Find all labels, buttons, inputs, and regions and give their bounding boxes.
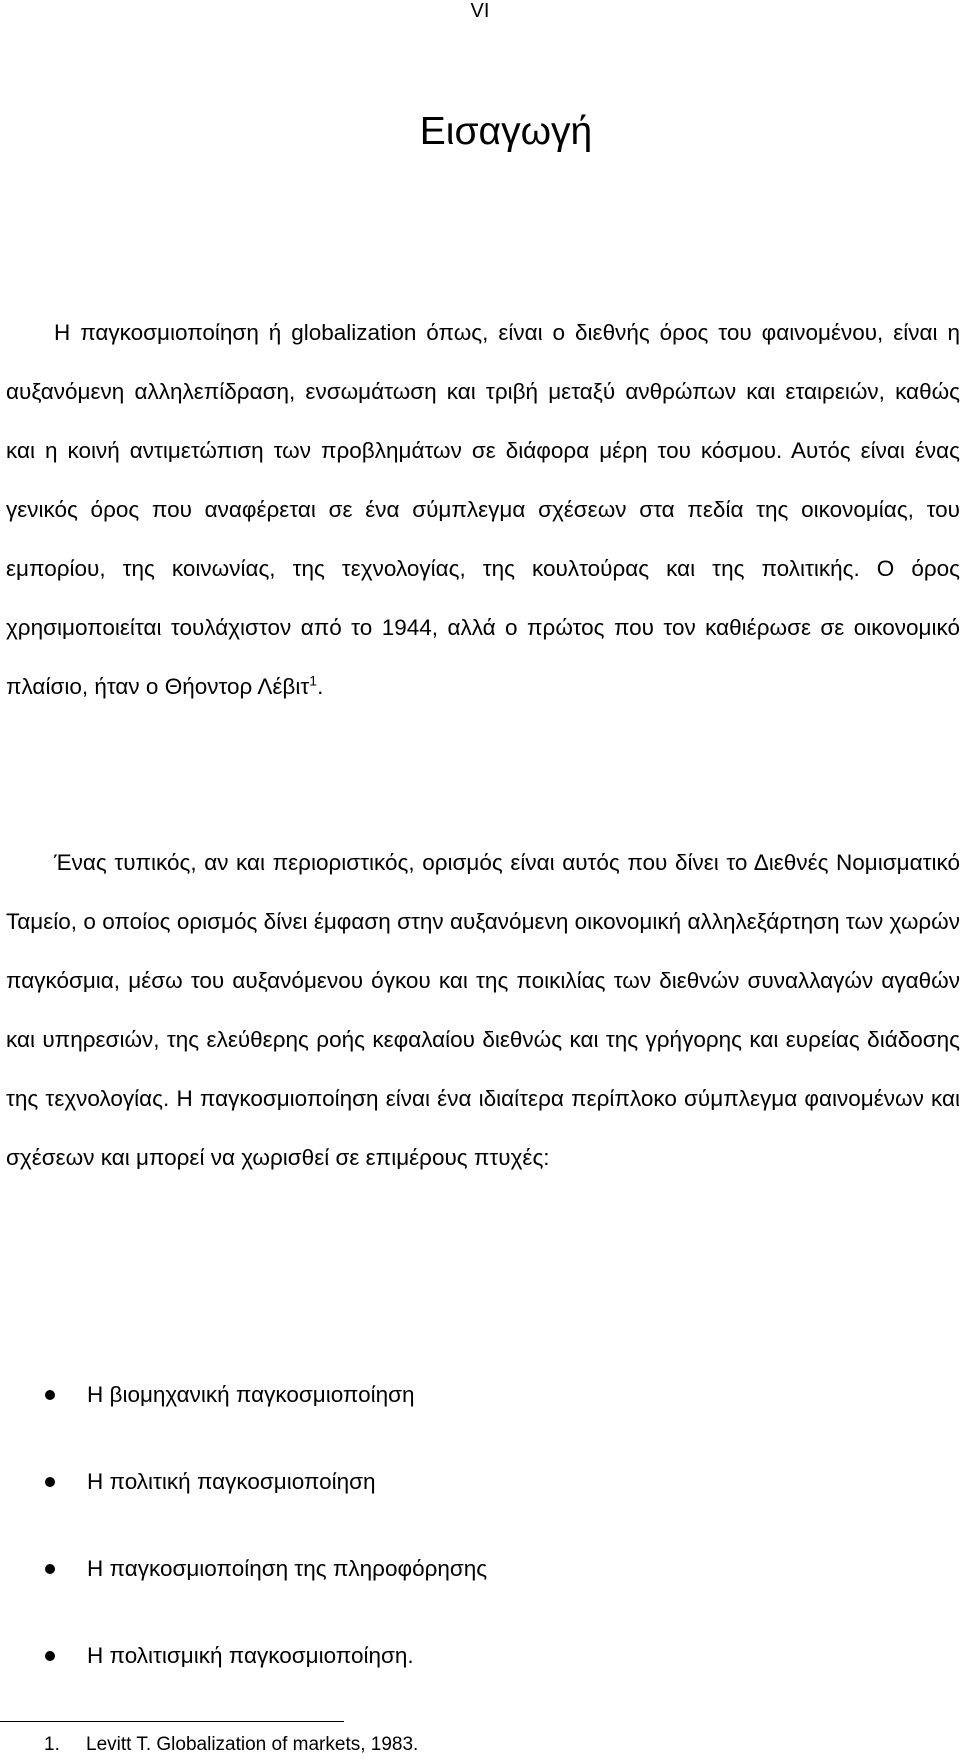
list-item bbox=[0, 1370, 487, 1457]
aspects-list bbox=[0, 1370, 487, 1718]
page-title: Εισαγωγή bbox=[419, 110, 593, 153]
paragraph-intro-end: . bbox=[317, 674, 324, 699]
list-item-label: Η πολιτισμική παγκοσμιοποίηση. bbox=[87, 1643, 414, 1668]
bullet-icon bbox=[45, 1477, 55, 1487]
bullet-icon bbox=[45, 1390, 55, 1400]
list-item-label: Η παγκοσμιοποίηση της πληροφόρησης bbox=[87, 1556, 488, 1581]
paragraph-definition: Ένας τυπικός, αν και περιοριστικός, ορισμός είναι αυτός που δίνει το Διεθνές Νομισματικό Ταμείο, ο οποίος ορισμός δίνει έμφαση στην αυξανόμενη οικονομική αλληλεξάρτηση των χωρών παγκόσμια, μέσω του αυξανόμενου όγκου και της ποικιλίας των διεθνών συναλλαγών αγαθών και υπηρεσιών, της ελεύθερης ροής κεφαλαίου διεθνώς και της γρήγορης και ευρείας διάδοσης της τεχνολογίας. Η παγκοσμιοποίηση είναι ένα ιδιαίτερα περίπλοκο σύμπλεγμα φαινομένων και σχέσεων και μπορεί να χωρισθεί σε επιμέρους πτυχές: bbox=[6, 850, 960, 1170]
footnote bbox=[44, 1732, 418, 1758]
list-item bbox=[0, 1457, 487, 1544]
list-item-label: Η βιομηχανική παγκοσμιοποίηση bbox=[87, 1382, 415, 1407]
bullet-icon bbox=[45, 1651, 55, 1661]
footnote-divider bbox=[0, 1721, 344, 1722]
list-item-label: Η πολιτική παγκοσμιοποίηση bbox=[87, 1469, 376, 1494]
footnote-reference[interactable]: 1 bbox=[309, 672, 318, 689]
bullet-icon bbox=[45, 1564, 55, 1574]
paragraph-intro-text: Η παγκοσμιοποίηση ή globalization όπως, είναι ο διεθνής όρος του φαινομένου, είναι η αυξανόμενη αλληλεπίδραση, ενσωμάτωση και τριβή μεταξύ ανθρώπων και εταιρειών, καθώς και η κοινή αντιμετώπιση των προβλημάτων σε διάφορα μέρη του κόσμου. Αυτός είναι ένας γενικός όρος που αναφέρεται σε ένα σύμπλεγμα σχέσεων στα πεδία της οικονομίας, του εμπορίου, της κοινωνίας, της τεχνολογίας, της κουλτούρας και της πολιτικής. Ο όρος χρησιμοποιείται τουλάχιστον από το 1944, αλλά ο πρώτος που τον καθιέρωσε σε οικονομικό πλαίσιο, ήταν ο Θήοντορ Λέβιτ bbox=[6, 320, 960, 699]
list-item bbox=[0, 1631, 487, 1718]
paragraph-intro bbox=[6, 303, 960, 716]
list-item bbox=[0, 1544, 487, 1631]
page-number: VI bbox=[470, 0, 490, 22]
footnote-number: 1. bbox=[44, 1734, 60, 1755]
footnote-text: Levitt T. Globalization of markets, 1983. bbox=[86, 1734, 419, 1755]
